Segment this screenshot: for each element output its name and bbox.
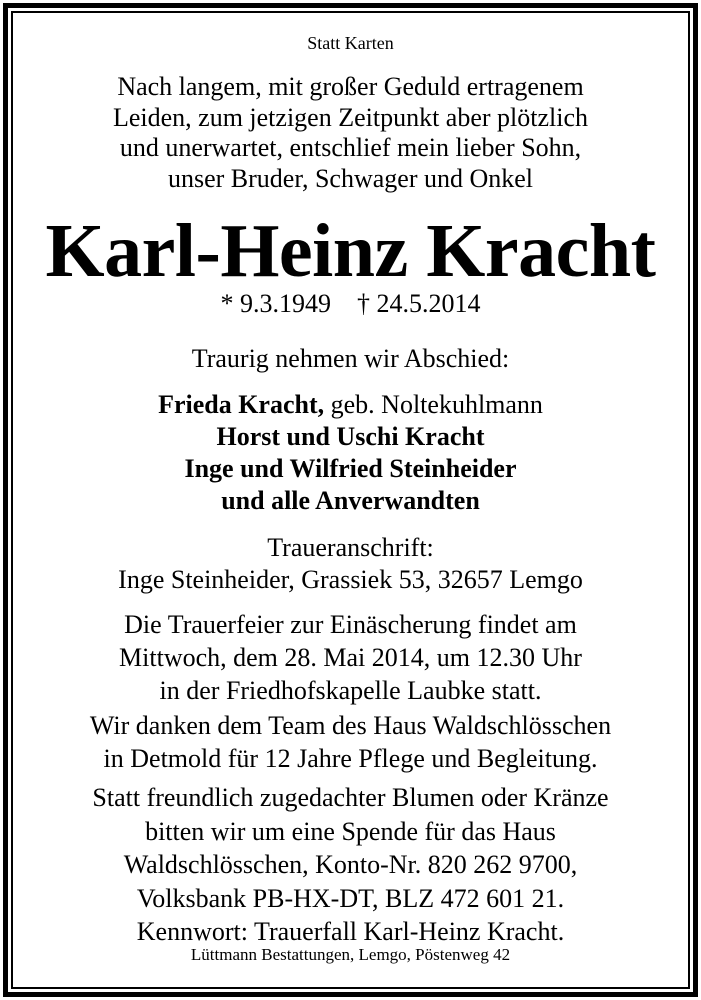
intro-line: und unerwartet, entschlief mein lieber Sohn, — [119, 133, 582, 162]
header-statt-karten — [0, 32, 701, 54]
donation-line: Volksbank PB-HX-DT, BLZ 472 601 21. — [136, 883, 565, 913]
thanks-line: in Detmold für 12 Jahre Pflege und Begleitung. — [103, 744, 598, 773]
funeral-info — [0, 608, 701, 707]
donation-line: Kennwort: Trauerfall Karl-Heinz Kracht. — [136, 917, 565, 946]
thanks-paragraph — [0, 709, 701, 775]
donation-line: Waldschlösschen, Konto-Nr. 820 262 9700, — [123, 850, 578, 879]
mourning-line — [0, 342, 701, 376]
intro-line: unser Bruder, Schwager und Onkel — [167, 163, 534, 193]
life-dates — [0, 287, 701, 321]
intro-line: Leiden, zum jetzigen Zeitpunkt aber plötzlich — [112, 102, 589, 132]
family-line — [0, 389, 701, 421]
family-line: und alle Anverwandten — [221, 486, 480, 515]
family-first-name: Frieda Kracht, — [158, 390, 325, 419]
family-first-suffix: geb. Noltekuhlmann — [324, 390, 543, 419]
funeral-line: in der Friedhofskapelle Laubke statt. — [159, 676, 542, 705]
family-list — [0, 389, 701, 517]
deceased-name — [0, 206, 701, 296]
footer-text: Lüttmann Bestattungen, Lemgo, Pöstenweg 42 — [190, 945, 511, 964]
birth-date: * 9.3.1949 — [220, 289, 331, 318]
thanks-line: Wir danken dem Team des Haus Waldschlösschen — [89, 711, 612, 740]
undertaker-footer — [0, 944, 701, 966]
family-line: Inge und Wilfried Steinheider — [184, 454, 517, 483]
death-date: † 24.5.2014 — [357, 289, 481, 318]
address-label: Traueranschrift: — [267, 533, 434, 562]
donation-line: bitten wir um eine Spende für das Haus — [145, 816, 556, 846]
funeral-line: Die Trauerfeier zur Einäscherung findet am — [124, 610, 577, 639]
intro-line: Nach langem, mit großer Geduld ertragenem — [117, 72, 584, 101]
mourning-text: Traurig nehmen wir Abschied: — [191, 344, 510, 373]
header-text: Statt Karten — [307, 33, 394, 53]
mourning-address — [0, 532, 701, 596]
name-text: Karl-Heinz Kracht — [45, 209, 656, 293]
funeral-line: Mittwoch, dem 28. Mai 2014, um 12.30 Uhr — [119, 643, 582, 672]
address-text: Inge Steinheider, Grassiek 53, 32657 Lemgo — [118, 565, 583, 594]
donation-line: Statt freundlich zugedachter Blumen oder Kränze — [92, 783, 609, 812]
donation-paragraph — [0, 781, 701, 949]
intro-paragraph — [0, 72, 701, 194]
family-line: Horst und Uschi Kracht — [216, 422, 485, 451]
